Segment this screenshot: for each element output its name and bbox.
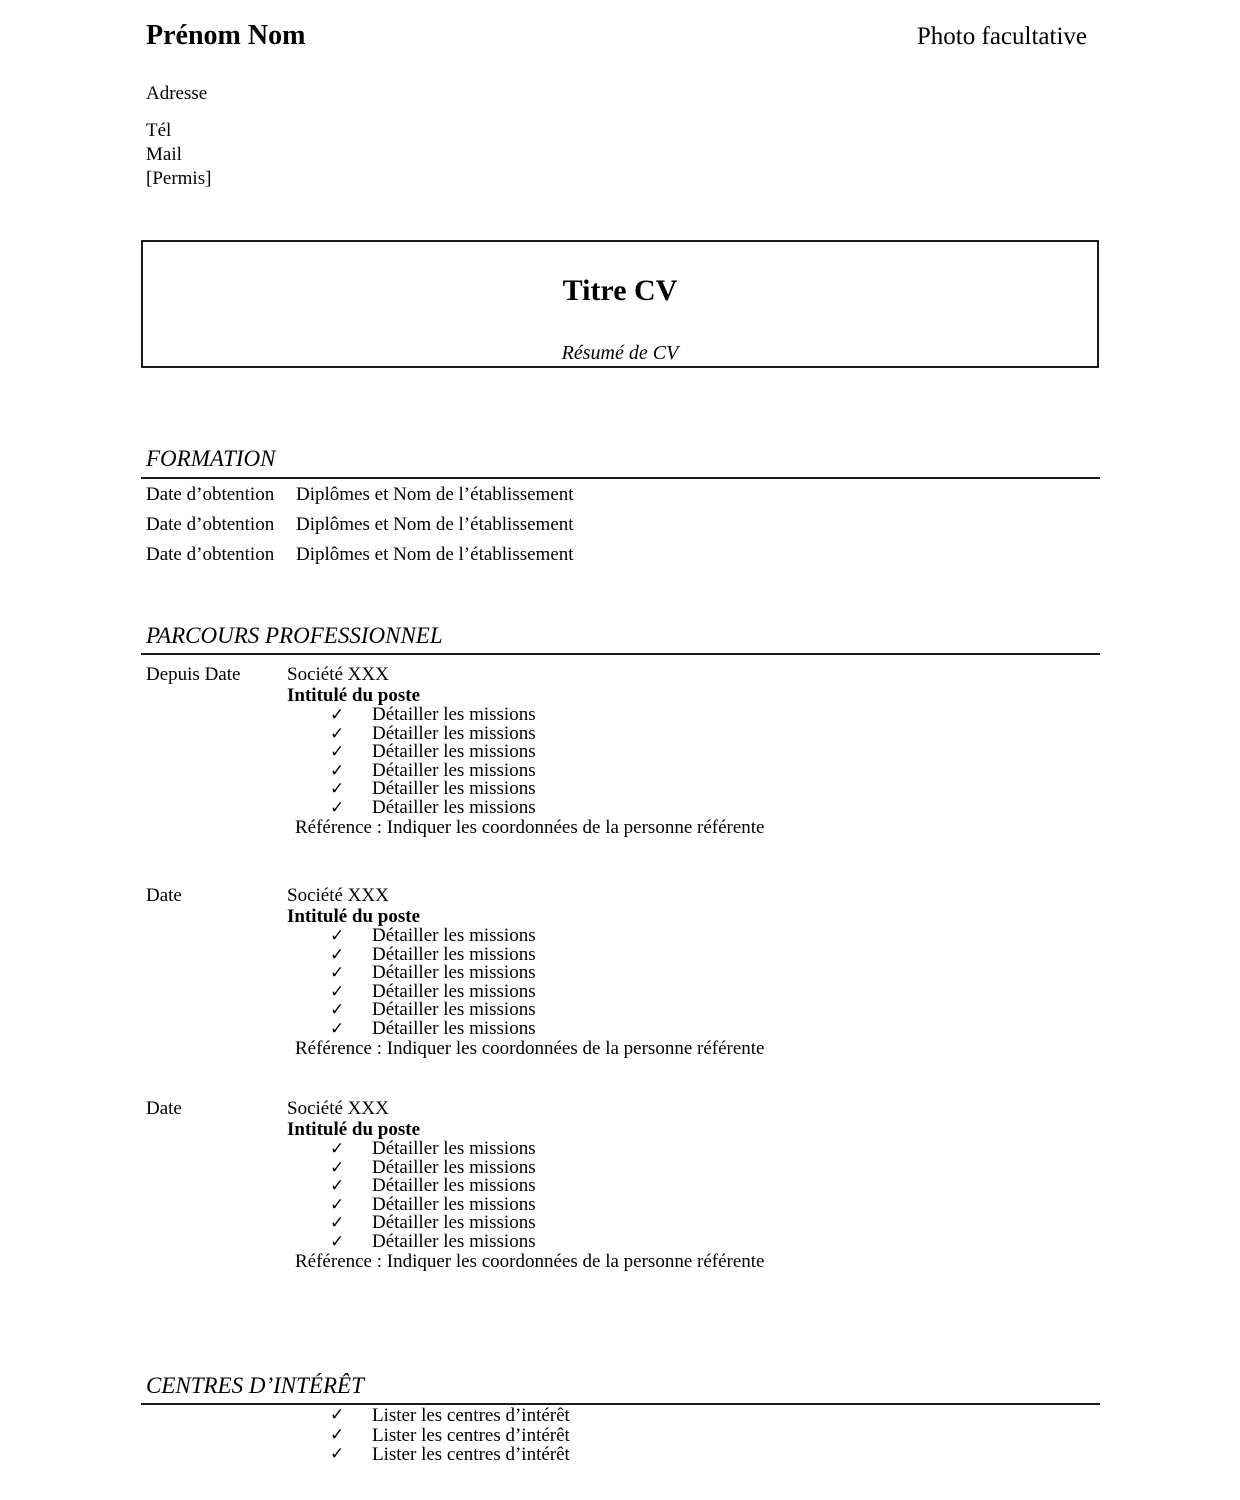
check-icon: ✓ <box>330 779 345 799</box>
mission-label: Détailler les missions <box>372 925 536 946</box>
document-header <box>146 21 1087 51</box>
mission-item <box>287 1230 1100 1252</box>
mission-item <box>287 743 1100 762</box>
contact-address: Adresse <box>146 83 208 104</box>
missions-list <box>287 1140 1100 1251</box>
check-icon: ✓ <box>330 1139 345 1159</box>
mission-item <box>287 1001 1100 1020</box>
interest-label: Lister les centres d’intérêt <box>372 1405 570 1426</box>
missions-list <box>287 706 1100 817</box>
formation-detail: Diplômes et Nom de l’établissement <box>296 484 574 505</box>
entry-reference: Référence : Indiquer les coordonnées de la personne référente <box>295 1251 765 1272</box>
interests-list <box>287 1406 570 1465</box>
mission-label: Détailler les missions <box>372 1138 536 1159</box>
formation-date: Date d’obtention <box>146 484 275 505</box>
interest-item <box>287 1406 570 1426</box>
entry-reference: Référence : Indiquer les coordonnées de la personne référente <box>295 817 765 838</box>
check-icon: ✓ <box>330 1000 345 1020</box>
mission-label: Détailler les missions <box>372 999 536 1020</box>
entry-period: Date <box>146 885 182 906</box>
check-icon: ✓ <box>330 1176 345 1196</box>
formation-date: Date d’obtention <box>146 514 275 535</box>
formation-row <box>146 545 574 564</box>
mission-label: Détailler les missions <box>372 1212 536 1233</box>
check-icon: ✓ <box>330 1424 345 1445</box>
check-icon: ✓ <box>330 944 345 965</box>
formation-detail: Diplômes et Nom de l’établissement <box>296 544 574 565</box>
check-icon: ✓ <box>330 760 345 781</box>
section-heading-formation: FORMATION <box>146 446 276 471</box>
mission-label: Détailler les missions <box>372 943 536 965</box>
section-heading-career: PARCOURS PROFESSIONNEL <box>146 623 443 648</box>
mission-item <box>287 964 1100 983</box>
check-icon: ✓ <box>330 981 345 1002</box>
entry-job-title: Intitulé du poste <box>287 1119 421 1140</box>
interest-label: Lister les centres d’intérêt <box>372 1444 570 1465</box>
career-entry <box>146 663 1100 838</box>
section-heading-interests: CENTRES D’INTÉRÊT <box>146 1373 364 1398</box>
entry-period: Date <box>146 1098 182 1119</box>
check-icon: ✓ <box>330 1157 345 1178</box>
section-rule-formation <box>141 477 1100 479</box>
mission-label: Détailler les missions <box>372 722 536 744</box>
cv-title-box <box>141 240 1099 368</box>
check-icon: ✓ <box>330 742 345 762</box>
interest-label: Lister les centres d’intérêt <box>372 1424 570 1446</box>
missions-list <box>287 927 1100 1038</box>
formation-rows <box>146 485 574 575</box>
mission-item <box>287 1177 1100 1196</box>
mission-label: Détailler les missions <box>372 1156 536 1178</box>
career-entry <box>146 1097 1100 1272</box>
interest-item <box>287 1426 570 1446</box>
section-rule-career <box>141 653 1100 655</box>
mission-item <box>287 1017 1100 1039</box>
entry-main <box>287 663 1100 838</box>
formation-row <box>146 515 574 534</box>
candidate-name: Prénom Nom <box>146 20 306 51</box>
check-icon: ✓ <box>330 926 345 946</box>
section-rule-interests <box>141 1403 1100 1405</box>
check-icon: ✓ <box>330 963 345 983</box>
check-icon: ✓ <box>330 1405 345 1425</box>
mission-label: Détailler les missions <box>372 1017 536 1039</box>
contact-block <box>146 82 211 191</box>
entry-period: Depuis Date <box>146 664 241 685</box>
photo-placeholder-note: Photo facultative <box>916 23 1087 50</box>
mission-label: Détailler les missions <box>372 1230 536 1252</box>
entry-job-title: Intitulé du poste <box>287 906 421 927</box>
formation-date: Date d’obtention <box>146 544 275 565</box>
check-icon: ✓ <box>330 705 345 725</box>
entry-company: Société XXX <box>287 664 389 685</box>
career-entry <box>146 884 1100 1059</box>
formation-detail: Diplômes et Nom de l’établissement <box>296 514 574 535</box>
entry-reference: Référence : Indiquer les coordonnées de la personne référente <box>295 1038 765 1059</box>
mission-label: Détailler les missions <box>372 1193 536 1215</box>
check-icon: ✓ <box>330 1213 345 1233</box>
entry-company: Société XXX <box>287 885 389 906</box>
cv-title: Titre CV <box>562 274 678 307</box>
entry-main <box>287 884 1100 1059</box>
mission-item <box>287 796 1100 818</box>
contact-permit: [Permis] <box>146 168 212 189</box>
entry-main <box>287 1097 1100 1272</box>
mission-item <box>287 927 1100 946</box>
mission-label: Détailler les missions <box>372 796 536 818</box>
check-icon: ✓ <box>330 723 345 744</box>
mission-label: Détailler les missions <box>372 778 536 799</box>
mission-item <box>287 706 1100 725</box>
check-icon: ✓ <box>330 1194 345 1215</box>
mission-label: Détailler les missions <box>372 759 536 781</box>
cv-summary: Résumé de CV <box>561 342 679 364</box>
mission-item <box>287 780 1100 799</box>
interest-item <box>287 1445 570 1465</box>
mission-item <box>287 1140 1100 1159</box>
check-icon: ✓ <box>330 1018 345 1039</box>
mission-label: Détailler les missions <box>372 1175 536 1196</box>
mission-label: Détailler les missions <box>372 980 536 1002</box>
contact-mail: Mail <box>146 144 182 165</box>
formation-row <box>146 485 574 504</box>
contact-phone: Tél <box>146 120 172 141</box>
entry-company: Société XXX <box>287 1098 389 1119</box>
mission-item <box>287 1214 1100 1233</box>
mission-label: Détailler les missions <box>372 741 536 762</box>
check-icon: ✓ <box>330 1231 345 1252</box>
check-icon: ✓ <box>330 797 345 818</box>
mission-label: Détailler les missions <box>372 962 536 983</box>
entry-job-title: Intitulé du poste <box>287 685 421 706</box>
check-icon: ✓ <box>330 1444 345 1464</box>
mission-label: Détailler les missions <box>372 704 536 725</box>
